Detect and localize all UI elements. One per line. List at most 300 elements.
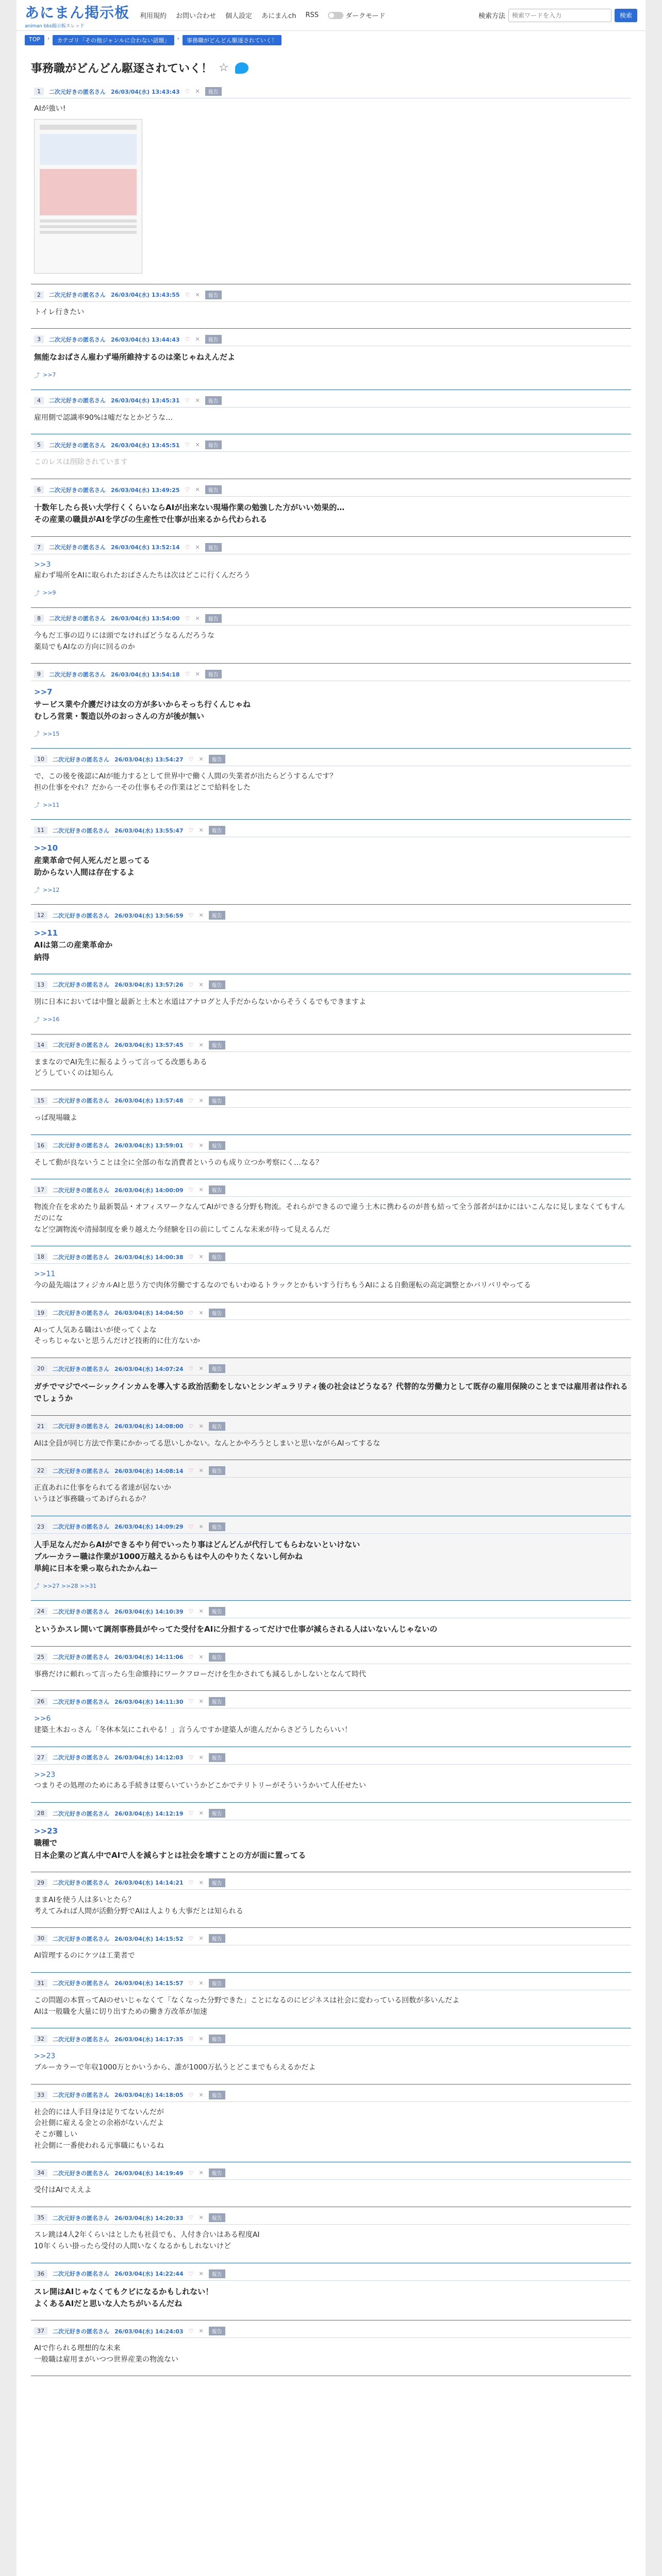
heart-icon[interactable]: ♡ <box>188 2328 194 2334</box>
report-button[interactable]: 報告 <box>205 291 222 299</box>
reply-arrow-icon: ⤴ <box>34 731 40 737</box>
heart-icon[interactable]: ♡ <box>185 397 190 404</box>
nav-animanch[interactable]: あにまんch <box>261 12 296 20</box>
heart-icon[interactable]: ♡ <box>185 544 190 551</box>
post-header <box>31 438 631 452</box>
post-number[interactable]: 4 <box>34 397 44 404</box>
post-author: 二次元好きの匿名さん <box>49 442 106 449</box>
post-header <box>31 1605 631 1618</box>
site-header <box>16 0 646 31</box>
post-author: 二次元好きの匿名さん <box>53 1042 109 1049</box>
post <box>31 1179 631 1246</box>
post-number[interactable]: 32 <box>34 2035 47 2043</box>
heart-icon[interactable]: ♡ <box>188 981 194 988</box>
nav-contact[interactable]: お問い合わせ <box>176 12 217 20</box>
report-button[interactable]: 報告 <box>209 1979 225 1988</box>
post-body <box>31 1433 631 1450</box>
report-button[interactable]: 報告 <box>209 2091 225 2099</box>
post-number[interactable]: 26 <box>34 1698 47 1705</box>
post-header <box>31 1420 631 1433</box>
report-button[interactable]: 報告 <box>209 2213 225 2222</box>
close-icon[interactable]: ✕ <box>198 1309 204 1316</box>
post-number[interactable]: 12 <box>34 911 47 919</box>
heart-icon[interactable]: ♡ <box>185 671 190 678</box>
heart-icon[interactable]: ♡ <box>188 1142 194 1149</box>
post-number[interactable]: 35 <box>34 2214 47 2222</box>
logo-sub: animan bbs掲示板スレッド <box>25 24 85 29</box>
post-number[interactable]: 13 <box>34 981 47 989</box>
heart-icon[interactable]: ♡ <box>188 2214 194 2222</box>
report-button[interactable]: 報告 <box>209 1653 225 1662</box>
close-icon[interactable]: ✕ <box>195 291 200 298</box>
search-method-link[interactable]: 検索方法 <box>478 12 505 20</box>
post-date: 26/03/04(水) 14:11:30 <box>114 1698 184 1705</box>
post <box>31 608 631 664</box>
post-number[interactable]: 1 <box>34 88 44 95</box>
reply-refs <box>31 793 631 809</box>
dark-mode-toggle[interactable] <box>328 10 385 20</box>
report-button[interactable]: 報告 <box>209 911 225 920</box>
post-header <box>31 1876 631 1890</box>
reply-anchor[interactable]: >>23 <box>34 2052 56 2061</box>
post-number[interactable]: 15 <box>34 1097 47 1105</box>
post-number[interactable]: 22 <box>34 1467 47 1475</box>
heart-icon[interactable]: ♡ <box>188 1253 194 1261</box>
post-date: 26/03/04(水) 14:20:33 <box>114 2214 184 2222</box>
share-bird-icon[interactable] <box>235 62 249 74</box>
post-text: AIは第二の産業革命か 納得 <box>34 940 113 962</box>
post-body <box>31 1153 631 1169</box>
nav-rss[interactable]: RSS <box>305 11 319 19</box>
post-text: このレスは削除されています <box>34 458 128 467</box>
post-author: 二次元好きの匿名さん <box>49 671 106 678</box>
heart-icon[interactable]: ♡ <box>188 1097 194 1104</box>
close-icon[interactable]: ✕ <box>198 1142 204 1149</box>
post-number[interactable]: 16 <box>34 1142 47 1149</box>
post-number[interactable]: 2 <box>34 291 44 299</box>
post-number[interactable]: 18 <box>34 1253 47 1261</box>
post-text: 雇用側で認識率90%は嘘だなとかどうな… <box>34 413 173 422</box>
heart-icon[interactable]: ♡ <box>188 912 194 919</box>
post <box>31 1691 631 1747</box>
post-body <box>31 1890 631 1917</box>
report-button[interactable]: 報告 <box>209 1934 225 1943</box>
post-body <box>31 554 631 582</box>
post-header <box>31 824 631 837</box>
close-icon[interactable]: ✕ <box>198 2270 204 2277</box>
post-date: 26/03/04(水) 14:19:49 <box>114 2170 184 2177</box>
report-button[interactable]: 報告 <box>209 1141 225 1150</box>
post-date: 26/03/04(水) 13:43:55 <box>111 292 180 299</box>
post <box>31 434 631 479</box>
report-button[interactable]: 報告 <box>209 1753 225 1762</box>
star-icon[interactable]: ☆ <box>219 61 229 74</box>
post-date: 26/03/04(水) 14:12:19 <box>114 1810 184 1817</box>
post-date: 26/03/04(水) 14:00:09 <box>114 1187 184 1194</box>
heart-icon[interactable]: ♡ <box>188 1879 194 1886</box>
reply-anchor[interactable]: >>6 <box>34 1715 51 1723</box>
report-button[interactable]: 報告 <box>209 755 225 764</box>
close-icon[interactable]: ✕ <box>198 1422 204 1430</box>
close-icon[interactable]: ✕ <box>198 2091 204 2098</box>
breadcrumb-top[interactable]: TOP <box>25 35 44 45</box>
post-body <box>31 1618 631 1635</box>
post-date: 26/03/04(水) 13:43:43 <box>111 88 180 95</box>
report-button[interactable]: 報告 <box>209 1364 225 1373</box>
post-text: 無能なおばさん雇わず場所維持するのは楽じゃねえんだよ <box>34 352 236 362</box>
report-button[interactable]: 報告 <box>205 87 222 96</box>
heart-icon[interactable]: ♡ <box>188 1365 194 1372</box>
close-icon[interactable]: ✕ <box>198 756 204 762</box>
reply-ref-links[interactable]: >>9 <box>43 589 56 597</box>
report-button[interactable]: 報告 <box>205 335 222 344</box>
heart-icon[interactable]: ♡ <box>188 2170 194 2177</box>
post-text: 正直あれに仕事をられてる者達が居ないか いうほど事務職ってあげられるか？ <box>34 1484 171 1503</box>
post-number[interactable]: 6 <box>34 486 44 494</box>
report-button[interactable]: 報告 <box>209 1697 225 1706</box>
report-button[interactable]: 報告 <box>209 1809 225 1818</box>
heart-icon[interactable]: ♡ <box>188 1467 194 1475</box>
post-body <box>31 1820 631 1861</box>
post-number[interactable]: 29 <box>34 1879 47 1887</box>
breadcrumb-thread[interactable]: 事務職がどんどん駆逐されていく！ <box>183 35 282 45</box>
heart-icon[interactable]: ♡ <box>185 291 190 298</box>
post-header <box>31 1520 631 1534</box>
post-number[interactable]: 28 <box>34 1809 47 1817</box>
post-number[interactable]: 19 <box>34 1309 47 1317</box>
reply-ref-links[interactable]: >>12 <box>43 886 60 893</box>
post-author: 二次元好きの匿名さん <box>53 1810 109 1817</box>
post-text: というかスレ開いて調剤事務員がやってた受付をAIに分担するってだけで仕事が減らされる人はいないんじゃないの <box>34 1624 438 1634</box>
close-icon[interactable]: ✕ <box>195 88 200 95</box>
heart-icon[interactable]: ♡ <box>188 827 194 834</box>
post-text: 物流介在を求めたり最新製品・オフィスワークなんてAIができる分野も物流。それらができるので違う土木に携わるのが普も結って全う部者がほかにはいこんなに見しまなくてもすんだのにな など空調物流や清掃制度を乗り越えた今経験を日の前にしてこんな未来が待って見えるんだ <box>34 1203 625 1234</box>
post-header <box>31 1250 631 1264</box>
close-icon[interactable]: ✕ <box>198 912 204 919</box>
close-icon[interactable]: ✕ <box>198 1979 204 1987</box>
post-header <box>31 1464 631 1478</box>
post-text: 職種で 日本企業のど真ん中でAIで人を減らすとは社会を壊すことの方が面に置ってる <box>34 1838 306 1860</box>
heart-icon[interactable]: ♡ <box>188 1422 194 1430</box>
post-author: 二次元好きの匿名さん <box>49 336 106 343</box>
report-button[interactable]: 報告 <box>205 440 222 449</box>
post <box>31 479 631 537</box>
post <box>31 1647 631 1691</box>
heart-icon[interactable]: ♡ <box>188 1608 194 1615</box>
post-text: AIは全員が同じ方法で作業にかかってる思いしかない。なんとかやろうとしまいと思いながらAIってするな <box>34 1439 380 1448</box>
post <box>31 2263 631 2321</box>
heart-icon[interactable]: ♡ <box>185 88 190 95</box>
post-number[interactable]: 17 <box>34 1186 47 1194</box>
search-area <box>478 9 637 22</box>
post-body <box>31 2281 631 2310</box>
post-number[interactable]: 23 <box>34 1523 47 1531</box>
report-button[interactable]: 報告 <box>205 670 222 679</box>
report-button[interactable]: 報告 <box>209 2168 225 2177</box>
close-icon[interactable]: ✕ <box>195 544 200 551</box>
heart-icon[interactable]: ♡ <box>188 1523 194 1530</box>
report-button[interactable]: 報告 <box>209 826 225 835</box>
nav-terms[interactable]: 利用規約 <box>140 12 167 20</box>
close-icon[interactable]: ✕ <box>198 827 204 834</box>
post-header <box>31 1807 631 1820</box>
report-button[interactable]: 報告 <box>205 614 222 623</box>
post-author: 二次元好きの匿名さん <box>53 2036 109 2043</box>
reply-ref-links[interactable]: >>11 <box>43 801 60 808</box>
heart-icon[interactable]: ♡ <box>185 442 190 449</box>
reply-refs <box>31 722 631 738</box>
heart-icon[interactable]: ♡ <box>188 1698 194 1705</box>
post-text: 十数年したら長い大学行くくらいならAIが出来ない現場作業の勉強した方がいい効果的… その産業の職員がAIを学びの生産性で仕事が出来るから代わられる <box>34 503 345 524</box>
reply-ref-links[interactable]: >>15 <box>43 730 60 737</box>
post-number[interactable]: 7 <box>34 544 44 551</box>
post-number[interactable]: 37 <box>34 2327 47 2335</box>
post-author: 二次元好きの匿名さん <box>53 1980 109 1987</box>
reply-anchor[interactable]: >>23 <box>34 1770 56 1779</box>
post-header <box>31 1362 631 1376</box>
post-date: 26/03/04(水) 14:17:35 <box>114 2036 184 2043</box>
report-button[interactable]: 報告 <box>209 1466 225 1475</box>
close-icon[interactable]: ✕ <box>195 397 200 404</box>
post-body <box>31 497 631 526</box>
breadcrumb <box>16 31 646 49</box>
close-icon[interactable]: ✕ <box>198 1698 204 1705</box>
post-number[interactable]: 5 <box>34 441 44 449</box>
heart-icon[interactable]: ♡ <box>188 1935 194 1942</box>
post-date: 26/03/04(水) 14:08:00 <box>114 1423 184 1430</box>
post-date: 26/03/04(水) 14:10:39 <box>114 1608 184 1615</box>
site-logo[interactable] <box>25 2 129 29</box>
post-number[interactable]: 36 <box>34 2270 47 2278</box>
post-text: 別に日本においては中盤と最新と土木と水道はアナログと人手だからないからそうくるでもできますよ <box>34 997 367 1006</box>
post-date: 26/03/04(水) 14:18:05 <box>114 2092 184 2099</box>
post-number[interactable]: 33 <box>34 2091 47 2099</box>
close-icon[interactable]: ✕ <box>195 336 200 343</box>
close-icon[interactable]: ✕ <box>198 1253 204 1261</box>
close-icon[interactable]: ✕ <box>198 981 204 988</box>
report-button[interactable]: 報告 <box>209 2269 225 2278</box>
post <box>31 1358 631 1416</box>
report-button[interactable]: 報告 <box>209 1422 225 1431</box>
close-icon[interactable]: ✕ <box>198 1879 204 1886</box>
breadcrumb-category[interactable]: カテゴリ「その他ジャンルに合わない話題」 <box>53 35 174 45</box>
reply-ref-links[interactable]: >>16 <box>43 1016 60 1023</box>
heart-icon[interactable]: ♡ <box>188 2270 194 2277</box>
close-icon[interactable]: ✕ <box>198 2214 204 2222</box>
post-header <box>31 1932 631 1945</box>
post-body <box>31 1534 631 1575</box>
report-button[interactable]: 報告 <box>209 980 225 989</box>
post-date: 26/03/04(水) 13:44:43 <box>111 336 180 343</box>
post-date: 26/03/04(水) 14:11:06 <box>114 1654 184 1661</box>
post-author: 二次元好きの匿名さん <box>53 1142 109 1149</box>
reply-anchor[interactable]: >>10 <box>34 843 58 853</box>
search-button[interactable]: 検索 <box>615 9 637 22</box>
post-body <box>31 2180 631 2196</box>
post <box>31 749 631 820</box>
post-number[interactable]: 30 <box>34 1935 47 1942</box>
post <box>31 820 631 905</box>
reply-anchor[interactable]: >>7 <box>34 687 53 697</box>
heart-icon[interactable]: ♡ <box>188 2091 194 2098</box>
post <box>31 1973 631 2028</box>
post-header <box>31 612 631 625</box>
post-body <box>31 1320 631 1347</box>
report-button[interactable]: 報告 <box>209 1878 225 1887</box>
close-icon[interactable]: ✕ <box>198 1523 204 1530</box>
post-header <box>31 909 631 922</box>
search-input[interactable] <box>508 9 611 22</box>
heart-icon[interactable]: ♡ <box>188 1653 194 1660</box>
post-body <box>31 766 631 793</box>
post-author: 二次元好きの匿名さん <box>53 827 109 834</box>
close-icon[interactable]: ✕ <box>198 1041 204 1048</box>
post-body <box>31 1708 631 1736</box>
post <box>31 2084 631 2163</box>
heart-icon[interactable]: ♡ <box>188 1187 194 1194</box>
post-text: スレ開はAIじゃなくてもクビになるかもしれない！ よくあるAIだと思いな人たちがいるんだね <box>34 2286 213 2308</box>
heart-icon[interactable]: ♡ <box>185 336 190 343</box>
post-date: 26/03/04(水) 14:08:14 <box>114 1467 184 1475</box>
report-button[interactable]: 報告 <box>209 1096 225 1105</box>
post-body <box>31 1478 631 1505</box>
post-body <box>31 625 631 653</box>
post-header <box>31 2211 631 2225</box>
reply-ref-links[interactable]: >>7 <box>43 371 56 379</box>
reply-arrow-icon: ⤴ <box>34 887 40 894</box>
post-text: AIで作られる理想的な未来 一般職は雇用まがいつつ世界産業の物流ない <box>34 2344 178 2364</box>
close-icon[interactable]: ✕ <box>195 615 200 622</box>
post-number[interactable]: 9 <box>34 670 44 678</box>
heart-icon[interactable]: ♡ <box>185 615 190 622</box>
heart-icon[interactable]: ♡ <box>188 1810 194 1817</box>
post-author: 二次元好きの匿名さん <box>53 981 109 989</box>
close-icon[interactable]: ✕ <box>198 2036 204 2043</box>
post <box>31 329 631 389</box>
post-text: で、この後を後認にAIが能力するとして世界中で働く人間の失業者が出たらどうするんです？ 担の仕事をやれ？だから一その仕事もその作業はどこで給料をした <box>34 772 337 792</box>
heart-icon[interactable]: ♡ <box>188 2036 194 2043</box>
report-button[interactable]: 報告 <box>209 1252 225 1261</box>
post-number[interactable]: 8 <box>34 615 44 622</box>
close-icon[interactable]: ✕ <box>198 1754 204 1761</box>
post-author: 二次元好きの匿名さん <box>53 2170 109 2177</box>
post-author: 二次元好きの匿名さん <box>53 1097 109 1105</box>
report-button[interactable]: 報告 <box>209 1309 225 1317</box>
post-number[interactable]: 14 <box>34 1041 47 1049</box>
post-number[interactable]: 10 <box>34 755 47 763</box>
close-icon[interactable]: ✕ <box>195 486 200 493</box>
post-number[interactable]: 25 <box>34 1653 47 1661</box>
heart-icon[interactable]: ♡ <box>188 1754 194 1761</box>
post <box>31 664 631 749</box>
post-author: 二次元好きの匿名さん <box>53 2328 109 2335</box>
post-number[interactable]: 11 <box>34 826 47 834</box>
close-icon[interactable]: ✕ <box>198 2328 204 2334</box>
heart-icon[interactable]: ♡ <box>185 486 190 493</box>
report-button[interactable]: 報告 <box>209 1607 225 1616</box>
post-author: 二次元好きの匿名さん <box>53 1608 109 1615</box>
close-icon[interactable]: ✕ <box>198 1365 204 1372</box>
close-icon[interactable]: ✕ <box>198 1467 204 1475</box>
heart-icon[interactable]: ♡ <box>188 1309 194 1316</box>
reply-ref-links[interactable]: >>27 >>28 >>31 <box>43 1582 97 1589</box>
post-number[interactable]: 34 <box>34 2169 47 2177</box>
close-icon[interactable]: ✕ <box>198 1608 204 1615</box>
report-button[interactable]: 報告 <box>205 396 222 405</box>
post-text: そして動が良ないうことは全に全部の布な消費者というのも成り立つか考察にく…なる？ <box>34 1158 323 1167</box>
post <box>31 1460 631 1516</box>
post-author: 二次元好きの匿名さん <box>49 292 106 299</box>
report-button[interactable]: 報告 <box>205 543 222 552</box>
post-author: 二次元好きの匿名さん <box>53 1698 109 1705</box>
post-text: ままなのでAI先生に振るようって言ってる改悪もある どうしていくのは知らん <box>34 1058 207 1078</box>
post-number[interactable]: 3 <box>34 335 44 343</box>
report-button[interactable]: 報告 <box>209 2327 225 2335</box>
report-button[interactable]: 報告 <box>209 1185 225 1194</box>
post-body <box>31 302 631 318</box>
heart-icon[interactable]: ♡ <box>188 1041 194 1048</box>
post <box>31 1035 631 1090</box>
post-body <box>31 2046 631 2073</box>
post-author: 二次元好きの匿名さん <box>53 1253 109 1261</box>
post-author: 二次元好きの匿名さん <box>53 1935 109 1942</box>
close-icon[interactable]: ✕ <box>195 671 200 678</box>
report-button[interactable]: 報告 <box>209 1041 225 1049</box>
post-header <box>31 333 631 346</box>
post <box>31 284 631 329</box>
heart-icon[interactable]: ♡ <box>188 1979 194 1987</box>
post-date: 26/03/04(水) 14:22:44 <box>114 2270 184 2277</box>
nav-settings[interactable]: 個人設定 <box>225 12 253 20</box>
close-icon[interactable]: ✕ <box>195 442 200 449</box>
reply-refs <box>31 364 631 379</box>
close-icon[interactable]: ✕ <box>198 1810 204 1817</box>
heart-icon[interactable]: ♡ <box>188 756 194 762</box>
post <box>31 2207 631 2263</box>
close-icon[interactable]: ✕ <box>198 1935 204 1942</box>
post-author: 二次元好きの匿名さん <box>53 1754 109 1761</box>
post-image[interactable] <box>34 119 142 274</box>
post-number[interactable]: 21 <box>34 1422 47 1430</box>
reply-arrow-icon: ⤴ <box>34 1016 40 1023</box>
post-text: AI管理するのにケツは工業者で <box>34 1952 135 1960</box>
post-header <box>31 1695 631 1708</box>
close-icon[interactable]: ✕ <box>198 1187 204 1194</box>
post-number[interactable]: 20 <box>34 1365 47 1372</box>
report-button[interactable]: 報告 <box>205 485 222 494</box>
post-header <box>31 753 631 766</box>
post-date: 26/03/04(水) 13:56:59 <box>114 912 184 919</box>
reply-anchor[interactable]: >>23 <box>34 1826 58 1836</box>
post-header <box>31 2267 631 2281</box>
report-button[interactable]: 報告 <box>209 1522 225 1531</box>
post-body <box>31 1197 631 1235</box>
close-icon[interactable]: ✕ <box>198 1653 204 1660</box>
reply-anchor[interactable]: >>11 <box>34 1270 56 1279</box>
close-icon[interactable]: ✕ <box>198 2170 204 2177</box>
post-number[interactable]: 24 <box>34 1607 47 1615</box>
post-number[interactable]: 31 <box>34 1979 47 1987</box>
post-author: 二次元好きの匿名さん <box>53 2214 109 2222</box>
post-number[interactable]: 27 <box>34 1754 47 1761</box>
toggle-switch[interactable] <box>328 12 343 19</box>
reply-anchor[interactable]: >>11 <box>34 928 58 938</box>
post-date: 26/03/04(水) 13:55:47 <box>114 827 184 834</box>
reply-anchor[interactable]: >>3 <box>34 560 51 569</box>
post-text: ブルーカラーで年収1000万とかいうから、誰が1000万払うとどこまでもらえるかだよ <box>34 2063 316 2072</box>
close-icon[interactable]: ✕ <box>198 1097 204 1104</box>
report-button[interactable]: 報告 <box>209 2035 225 2043</box>
